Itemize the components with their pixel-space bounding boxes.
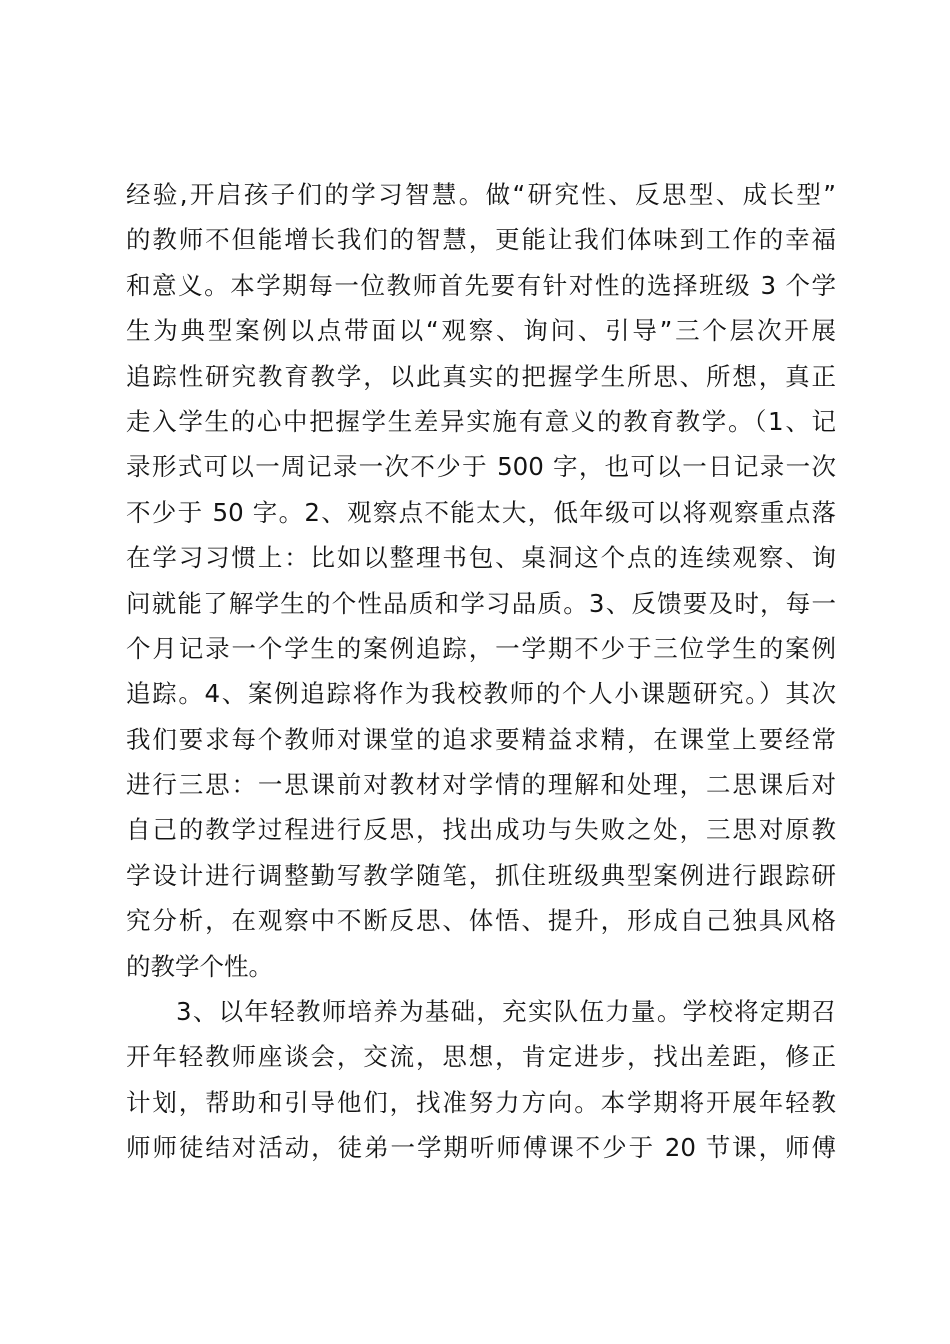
text-line: 生为典型案例以点带面以“观察、询问、引导”三个层次开展 bbox=[126, 316, 836, 346]
text-line: 3、以年轻教师培养为基础，充实队伍力量。学校将定期召 bbox=[176, 997, 836, 1027]
text-line: 的教师不但能增长我们的智慧，更能让我们体味到工作的幸福 bbox=[126, 225, 836, 255]
text-line: 个月记录一个学生的案例追踪，一学期不少于三位学生的案例 bbox=[126, 633, 836, 663]
body-text bbox=[126, 172, 836, 1171]
text-line: 和意义。本学期每一位教师首先要有针对性的选择班级 3 个学 bbox=[126, 270, 836, 300]
paragraph-2 bbox=[126, 989, 836, 1171]
text-line: 究分析，在观察中不断反思、体悟、提升，形成自己独具风格 bbox=[126, 906, 836, 936]
text-line: 不少于 50 字。2、观察点不能太大，低年级可以将观察重点落 bbox=[126, 497, 836, 527]
text-line: 计划，帮助和引导他们，找准努力方向。本学期将开展年轻教 bbox=[126, 1087, 836, 1117]
text-line: 问就能了解学生的个性品质和学习品质。3、反馈要及时，每一 bbox=[126, 588, 836, 618]
text-line: 我们要求每个教师对课堂的追求要精益求精，在课堂上要经常 bbox=[126, 724, 836, 754]
text-line: 师师徒结对活动，徒弟一学期听师傅课不少于 20 节课，师傅 bbox=[126, 1133, 836, 1163]
text-line: 追踪性研究教育教学，以此真实的把握学生所思、所想，真正 bbox=[126, 361, 836, 391]
text-line: 追踪。4、案例追踪将作为我校教师的个人小课题研究。）其次 bbox=[126, 679, 836, 709]
text-line: 走入学生的心中把握学生差异实施有意义的教育教学。（1、记 bbox=[126, 406, 836, 436]
text-line: 录形式可以一周记录一次不少于 500 字，也可以一日记录一次 bbox=[126, 452, 836, 482]
text-line: 进行三思：一思课前对教材对学情的理解和处理，二思课后对 bbox=[126, 770, 836, 800]
text-line: 的教学个性。 bbox=[126, 951, 273, 981]
text-line: 自己的教学过程进行反思，找出成功与失败之处，三思对原教 bbox=[126, 815, 836, 845]
text-line: 学设计进行调整勤写教学随笔，抓住班级典型案例进行跟踪研 bbox=[126, 860, 836, 890]
paragraph-1 bbox=[126, 172, 836, 989]
text-line: 在学习习惯上：比如以整理书包、桌洞这个点的连续观察、询 bbox=[126, 543, 836, 573]
text-line: 经验,开启孩子们的学习智慧。做“研究性、反思型、成长型” bbox=[126, 180, 836, 209]
text-line: 开年轻教师座谈会，交流，思想，肯定进步，找出差距，修正 bbox=[126, 1042, 836, 1072]
